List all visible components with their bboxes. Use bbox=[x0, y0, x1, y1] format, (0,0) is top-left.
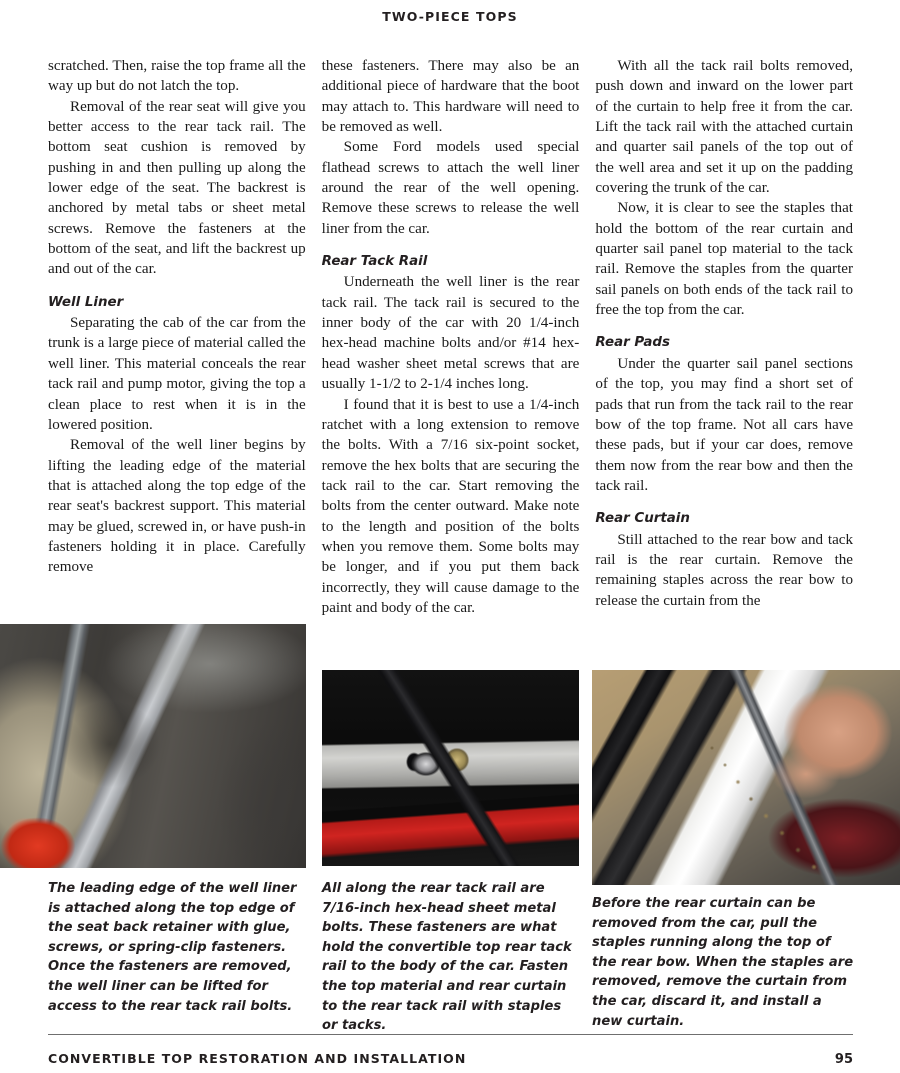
paragraph: I found that it is best to use a 1/4-inch ratchet with a long extension to remove the bolts. With a 7/16 six-point socket, remove the hex bolts that are securing the tack rail to the car. Start removing the bolts from the center outward. Make note to the length and position of the bolts when you remove them. Some bolts may be longer, and if you put them back incorrectly, they will cause damage to the paint and body of the car. bbox=[321, 396, 580, 616]
figure-caption-tack-rail: All along the rear tack rail are 7/16-inch hex-head sheet metal bolts. These fasteners are what hold the convertible top rear tack rail to the body of the car. Fasten the top material and rear curtain to the rear tack rail with staples or tacks. bbox=[322, 881, 572, 1034]
photo-content bbox=[322, 670, 579, 866]
paragraph: scratched. Then, raise the top frame all the way up but do not latch the top. bbox=[48, 58, 306, 95]
text-columns bbox=[48, 56, 853, 618]
paragraph: Separating the cab of the car from the trunk is a large piece of material called the well liner. This material conceals the rear tack rail and pump motor, giving the top a clean place to rest when it is in the lowered position. bbox=[48, 315, 306, 433]
page-footer bbox=[48, 1051, 853, 1067]
paragraph: Under the quarter sail panel sections of the top, you may find a short set of pads that run from the tack rail to the rear bow of the top frame. Not all cars have these pads, but if your car does, remove them now from the rear bow and then the tack rail. bbox=[595, 355, 854, 494]
paragraph: Removal of the rear seat will give you better access to the rear tack rail. The bottom seat cushion is removed by pushing in and then pulling up along the lower edge of the seat. The backrest is anchored by metal tabs or sheet metal screws. Remove the fasteners at the bottom of the seat, and lift the backrest up and out of the car. bbox=[48, 98, 306, 278]
running-head: TWO-PIECE TOPS bbox=[382, 9, 518, 24]
page-number: 95 bbox=[834, 1052, 853, 1067]
paragraph: Removal of the well liner begins by lifting the leading edge of the material that is attached along the top edge of the rear seat's backrest support. This material may be glued, screwed in, or have push-in fasteners holding it in place. Carefully remove bbox=[48, 437, 306, 576]
column-2 bbox=[322, 56, 580, 618]
paragraph: With all the tack rail bolts removed, push down and inward on the lower part of the curtain to help free it from the car. Lift the tack rail with the attached curtain and quarter sail panels of the top out of the well area and set it up on the padding covering the trunk of the car. bbox=[595, 58, 854, 197]
column-3 bbox=[595, 56, 853, 618]
figure-image-tack-rail bbox=[322, 670, 579, 866]
subhead-rear-curtain: Rear Curtain bbox=[595, 511, 690, 527]
figure-image-well-liner bbox=[0, 624, 306, 868]
paragraph: these fasteners. There may also be an additional piece of hardware that the boot may attach to. This hardware will need to be removed as well. bbox=[321, 58, 580, 136]
subhead-rear-pads: Rear Pads bbox=[595, 335, 670, 351]
paragraph: Some Ford models used special flathead screws to attach the well liner around the rear of the well opening. Remove these screws to release the well liner from the car. bbox=[321, 139, 580, 237]
photo-staple-detail bbox=[592, 670, 900, 885]
figure-image-rear-bow bbox=[592, 670, 900, 885]
paragraph: Still attached to the rear bow and tack rail is the rear curtain. Remove the remaining staples across the rear bow to release the curtain from the bbox=[595, 531, 854, 609]
paragraph: Underneath the well liner is the rear tack rail. The tack rail is secured to the inner body of the car with 20 1/4-inch hex-head machine bolts and/or #14 hex-head washer sheet metal screws that are usually 1-1/2 to 2-1/4 inches long. bbox=[321, 274, 580, 393]
paragraph: Now, it is clear to see the staples that hold the bottom of the rear curtain and quarter sail panel top material to the tack rail. Remove the staples from the quarter sail panels on both ends of the tack rail to free the top from the car. bbox=[595, 200, 854, 319]
subhead-well-liner: Well Liner bbox=[48, 294, 124, 310]
footer-book-title: CONVERTIBLE TOP RESTORATION AND INSTALLATION bbox=[48, 1051, 467, 1066]
column-1 bbox=[48, 56, 306, 618]
footer-divider bbox=[48, 1034, 853, 1035]
figure-caption-rear-bow: Before the rear curtain can be removed from the car, pull the staples running along the top of the rear bow. When the staples are removed, remove the curtain from the car, discard it, and install a new curtain. bbox=[592, 896, 854, 1029]
figure-caption-well-liner: The leading edge of the well liner is attached along the top edge of the seat back retainer with glue, screws, or spring-clip fasteners. Once the fasteners are removed, the well liner can be lifted for access to the rear tack rail bolts. bbox=[48, 881, 297, 1014]
photo-shading bbox=[0, 624, 306, 868]
subhead-rear-tack-rail: Rear Tack Rail bbox=[321, 254, 428, 270]
